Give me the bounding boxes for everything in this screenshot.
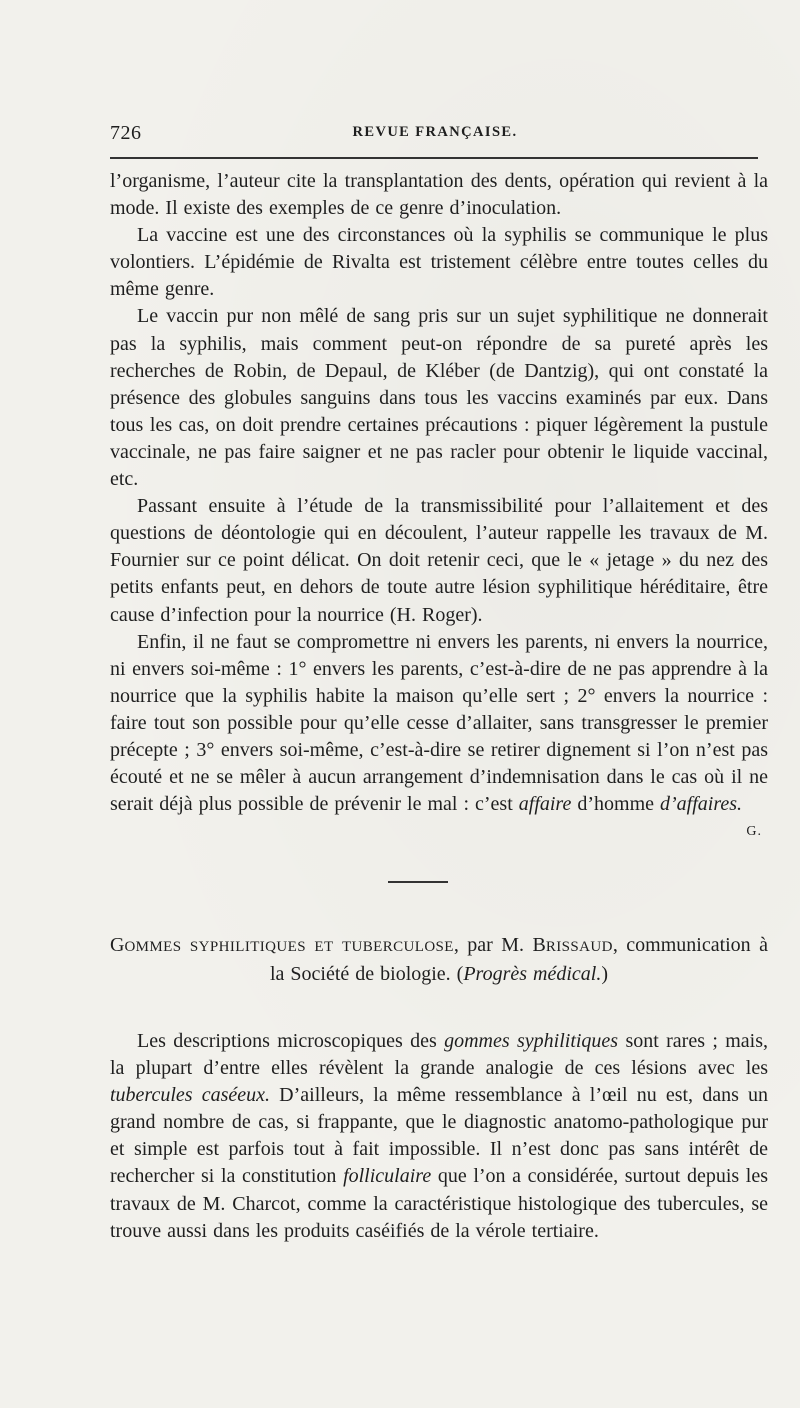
paragraph-6 [110,1028,768,1245]
italic-tubercules: tubercules caséeux. [110,1084,271,1107]
title-word-tuberculose: TUBERCULOSE [341,939,454,955]
italic-folliculaire: folliculaire [343,1165,432,1188]
paragraph-3: Le vaccin pur non mêlé de sang pris sur un sujet syphilitique ne donnerait pas la syphilis, mais comment peut-on répondre de sa pureté après les recherches de Robin, de Depaul, de Kléber (de Dantzig), qui ont constaté la présence des globules sanguins dans tous les vaccins examinés par eux. Dans tous les cas, on doit prendre certaines précautions : piquer légèrement la pustule vaccinale, ne pas faire saigner et ne pas racler pour obtenir le liquide vaccinal, etc. [110,305,768,491]
title-word-syphilitiques: SYPHILITIQUES [189,939,306,955]
title-communication: , communication à la Société de biologie. ( [269,934,768,986]
page-header [110,122,760,152]
article-body [110,1028,768,1245]
running-title: REVUE FRANÇAISE. [352,124,518,140]
title-par: , par M. [453,934,525,956]
paragraph-5-text: Enfin, il ne faut se compromettre ni envers les parents, ni envers la nourrice, ni envers soi-même : 1° envers les parents, c’est-à-dire de ne pas apprendre à la nourrice que la syphilis habite la maison qu’elle sert ; 2° envers la nourrice : faire tout son possible pour qu’elle cesse d’allaiter, sans transgresser le premier précepte ; 3° envers soi-même, c’est-à-dire se retirer dignement si l’on n’est pas écouté et ne se mêler à aucun arrangement d’indemnisation dans le cas où il ne serait déjà plus possible de prévenir le mal : c’est [110,630,768,816]
section-title [110,932,768,988]
paragraph-5-mid: d’homme [577,793,655,816]
source-journal: Progrès médical. [463,963,602,986]
section-divider [388,881,448,883]
italic-gommes: gommes syphilitiques [444,1030,619,1052]
title-close-paren: ) [601,963,609,986]
author-initial: B [532,934,546,956]
paragraph-4: Passant ensuite à l’étude de la transmissibilité pour l’allaitement et des questions de déontologie qui en découlent, l’auteur rappelle les travaux de M. Fournier sur ce point délicat. On doit retenir ceci, que le « jetage » du nez des petits enfants peut, en dehors de toute autre lésion syphilitique héréditaire, être cause d’infection pour la nourrice (H. Roger). [110,495,768,626]
title-word-et: ET [314,939,334,955]
paragraph-2: La vaccine est une des circonstances où la syphilis se communique le plus volontiers. L’épidémie de Rivalta est tristement célèbre entre toutes celles du même genre. [110,224,768,301]
p6-part-a: Les descriptions microscopiques des [137,1030,437,1052]
title-initial: G [110,934,125,956]
italic-affaires: d’affaires. [660,793,743,816]
paragraph-5 [110,629,768,840]
author-signature: G. [746,824,762,840]
article-continuation [110,168,768,845]
section-heading [110,932,768,988]
p6-part-b: sont rares ; mais, la plupart d’entre elles révèlent la grande analogie de ces lésions avec les [110,1030,768,1080]
p6-part-c: D’ailleurs, la même ressemblance à l’œil nu est, dans un grand nombre de cas, si frappante, que le diagnostic anatomo-pathologique pur et simple est parfois tout à fait impossible. Il n’est donc pas sans intérêt de rechercher si la constitution [110,1084,769,1188]
author-name: RISSAUD [545,939,613,955]
header-rule [110,157,758,159]
italic-affaire: affaire [518,793,572,816]
paragraph-1: l’organisme, l’auteur cite la transplantation des dents, opération qui revient à la mode. Il existe des exemples de ce genre d’inoculation. [110,170,768,220]
title-word-gommes: OMMES [124,939,182,955]
page-number: 726 [110,122,142,144]
p6-part-d: que l’on a considérée, surtout depuis les travaux de M. Charcot, comme la caractéristique histologique des tubercules, se trouve aussi dans les produits caséifiés de la vérole tertiaire. [110,1165,769,1242]
